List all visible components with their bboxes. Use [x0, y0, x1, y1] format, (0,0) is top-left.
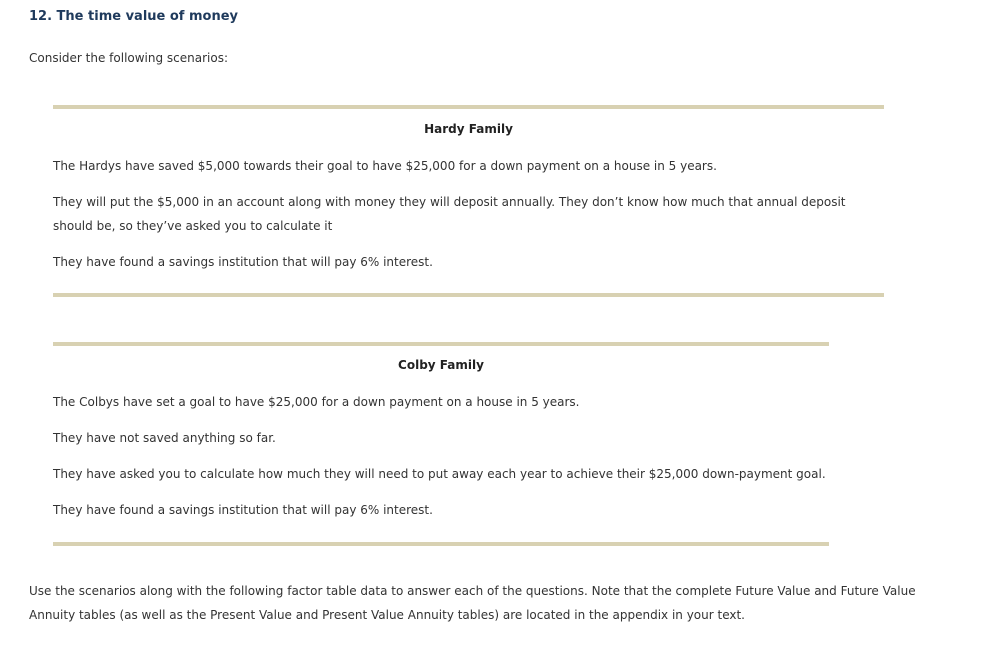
scenario-heading: Hardy Family — [424, 122, 513, 136]
scenario-paragraph: The Colbys have set a goal to have $25,000 for a down payment on a house in 5 years. — [53, 395, 580, 409]
scenario-paragraph: They have found a savings institution that will pay 6% interest. — [53, 503, 433, 517]
scenario-paragraph: They have asked you to calculate how much they will need to put away each year to achieve their $25,000 down-payment goal. — [53, 467, 826, 481]
scenario-heading: Colby Family — [398, 358, 484, 372]
scenario-paragraph: They have found a savings institution that will pay 6% interest. — [53, 255, 433, 269]
scenario-paragraph: They have not saved anything so far. — [53, 431, 276, 445]
intro-text: Consider the following scenarios: — [29, 51, 229, 65]
scenario-box-colby — [53, 342, 829, 546]
scenario-box-hardy — [53, 105, 884, 297]
question-title: 12. The time value of money — [29, 9, 239, 24]
instructions-text: Use the scenarios along with the following factor table data to answer each of the questions. Note that the complete Future Value and Future Value Annuity tables (as well as the Present Value and Present Value Annuity tables) are located in the appendix in your text. — [29, 584, 916, 622]
scenario-paragraph: The Hardys have saved $5,000 towards their goal to have $25,000 for a down payment on a house in 5 years. — [53, 159, 717, 173]
scenario-paragraph: They will put the $5,000 in an account along with money they will deposit annually. They don’t know how much that annual deposit should be, so they’ve asked you to calculate it — [53, 195, 846, 233]
